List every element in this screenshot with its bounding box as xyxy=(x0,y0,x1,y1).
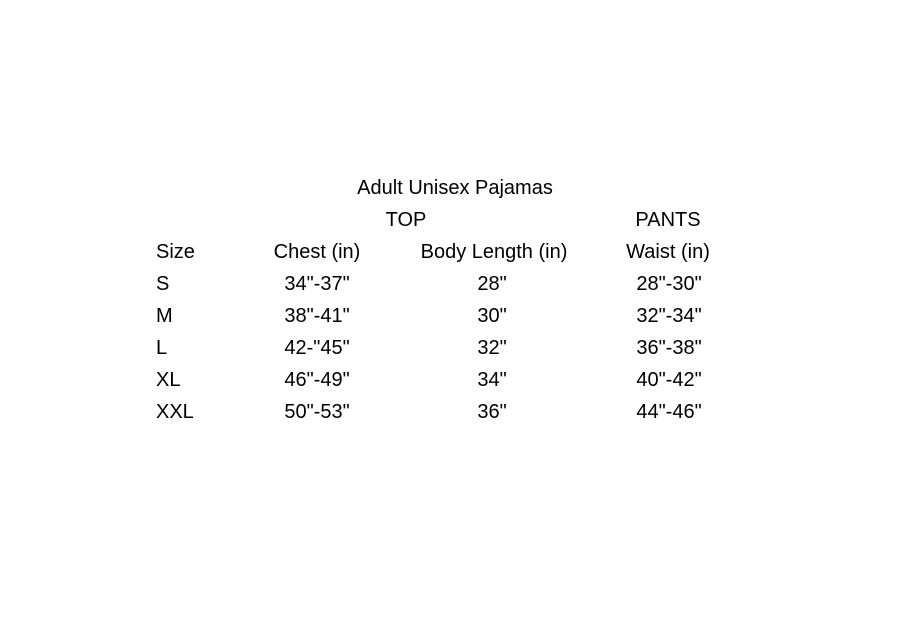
table-cell-waist: 40"-42" xyxy=(636,369,702,391)
table-cell-chest: 38"-41" xyxy=(284,305,350,327)
table-cell-chest: 42-"45" xyxy=(284,337,350,359)
table-cell-chest: 50"-53" xyxy=(284,401,350,423)
table-cell-body-length: 36" xyxy=(477,401,507,423)
table-cell-waist: 32"-34" xyxy=(636,305,702,327)
column-header-body-length: Body Length (in) xyxy=(420,241,568,263)
column-header-chest: Chest (in) xyxy=(273,241,361,263)
table-cell-waist: 44"-46" xyxy=(636,401,702,423)
table-cell-size: XXL xyxy=(156,401,194,423)
column-header-waist: Waist (in) xyxy=(626,241,710,263)
table-cell-chest: 34"-37" xyxy=(284,273,350,295)
table-cell-body-length: 34" xyxy=(477,369,507,391)
table-cell-size: M xyxy=(156,305,173,327)
table-cell-body-length: 32" xyxy=(477,337,507,359)
table-cell-waist: 36"-38" xyxy=(636,337,702,359)
table-cell-chest: 46"-49" xyxy=(284,369,350,391)
table-cell-size: XL xyxy=(156,369,181,391)
group-header-top: TOP xyxy=(385,209,427,231)
table-cell-size: L xyxy=(156,337,168,359)
table-cell-body-length: 30" xyxy=(477,305,507,327)
table-cell-waist: 28"-30" xyxy=(636,273,702,295)
table-cell-body-length: 28" xyxy=(477,273,507,295)
column-header-size: Size xyxy=(156,241,195,263)
chart-title: Adult Unisex Pajamas xyxy=(357,177,553,199)
group-header-pants: PANTS xyxy=(635,209,701,231)
table-cell-size: S xyxy=(156,273,170,295)
